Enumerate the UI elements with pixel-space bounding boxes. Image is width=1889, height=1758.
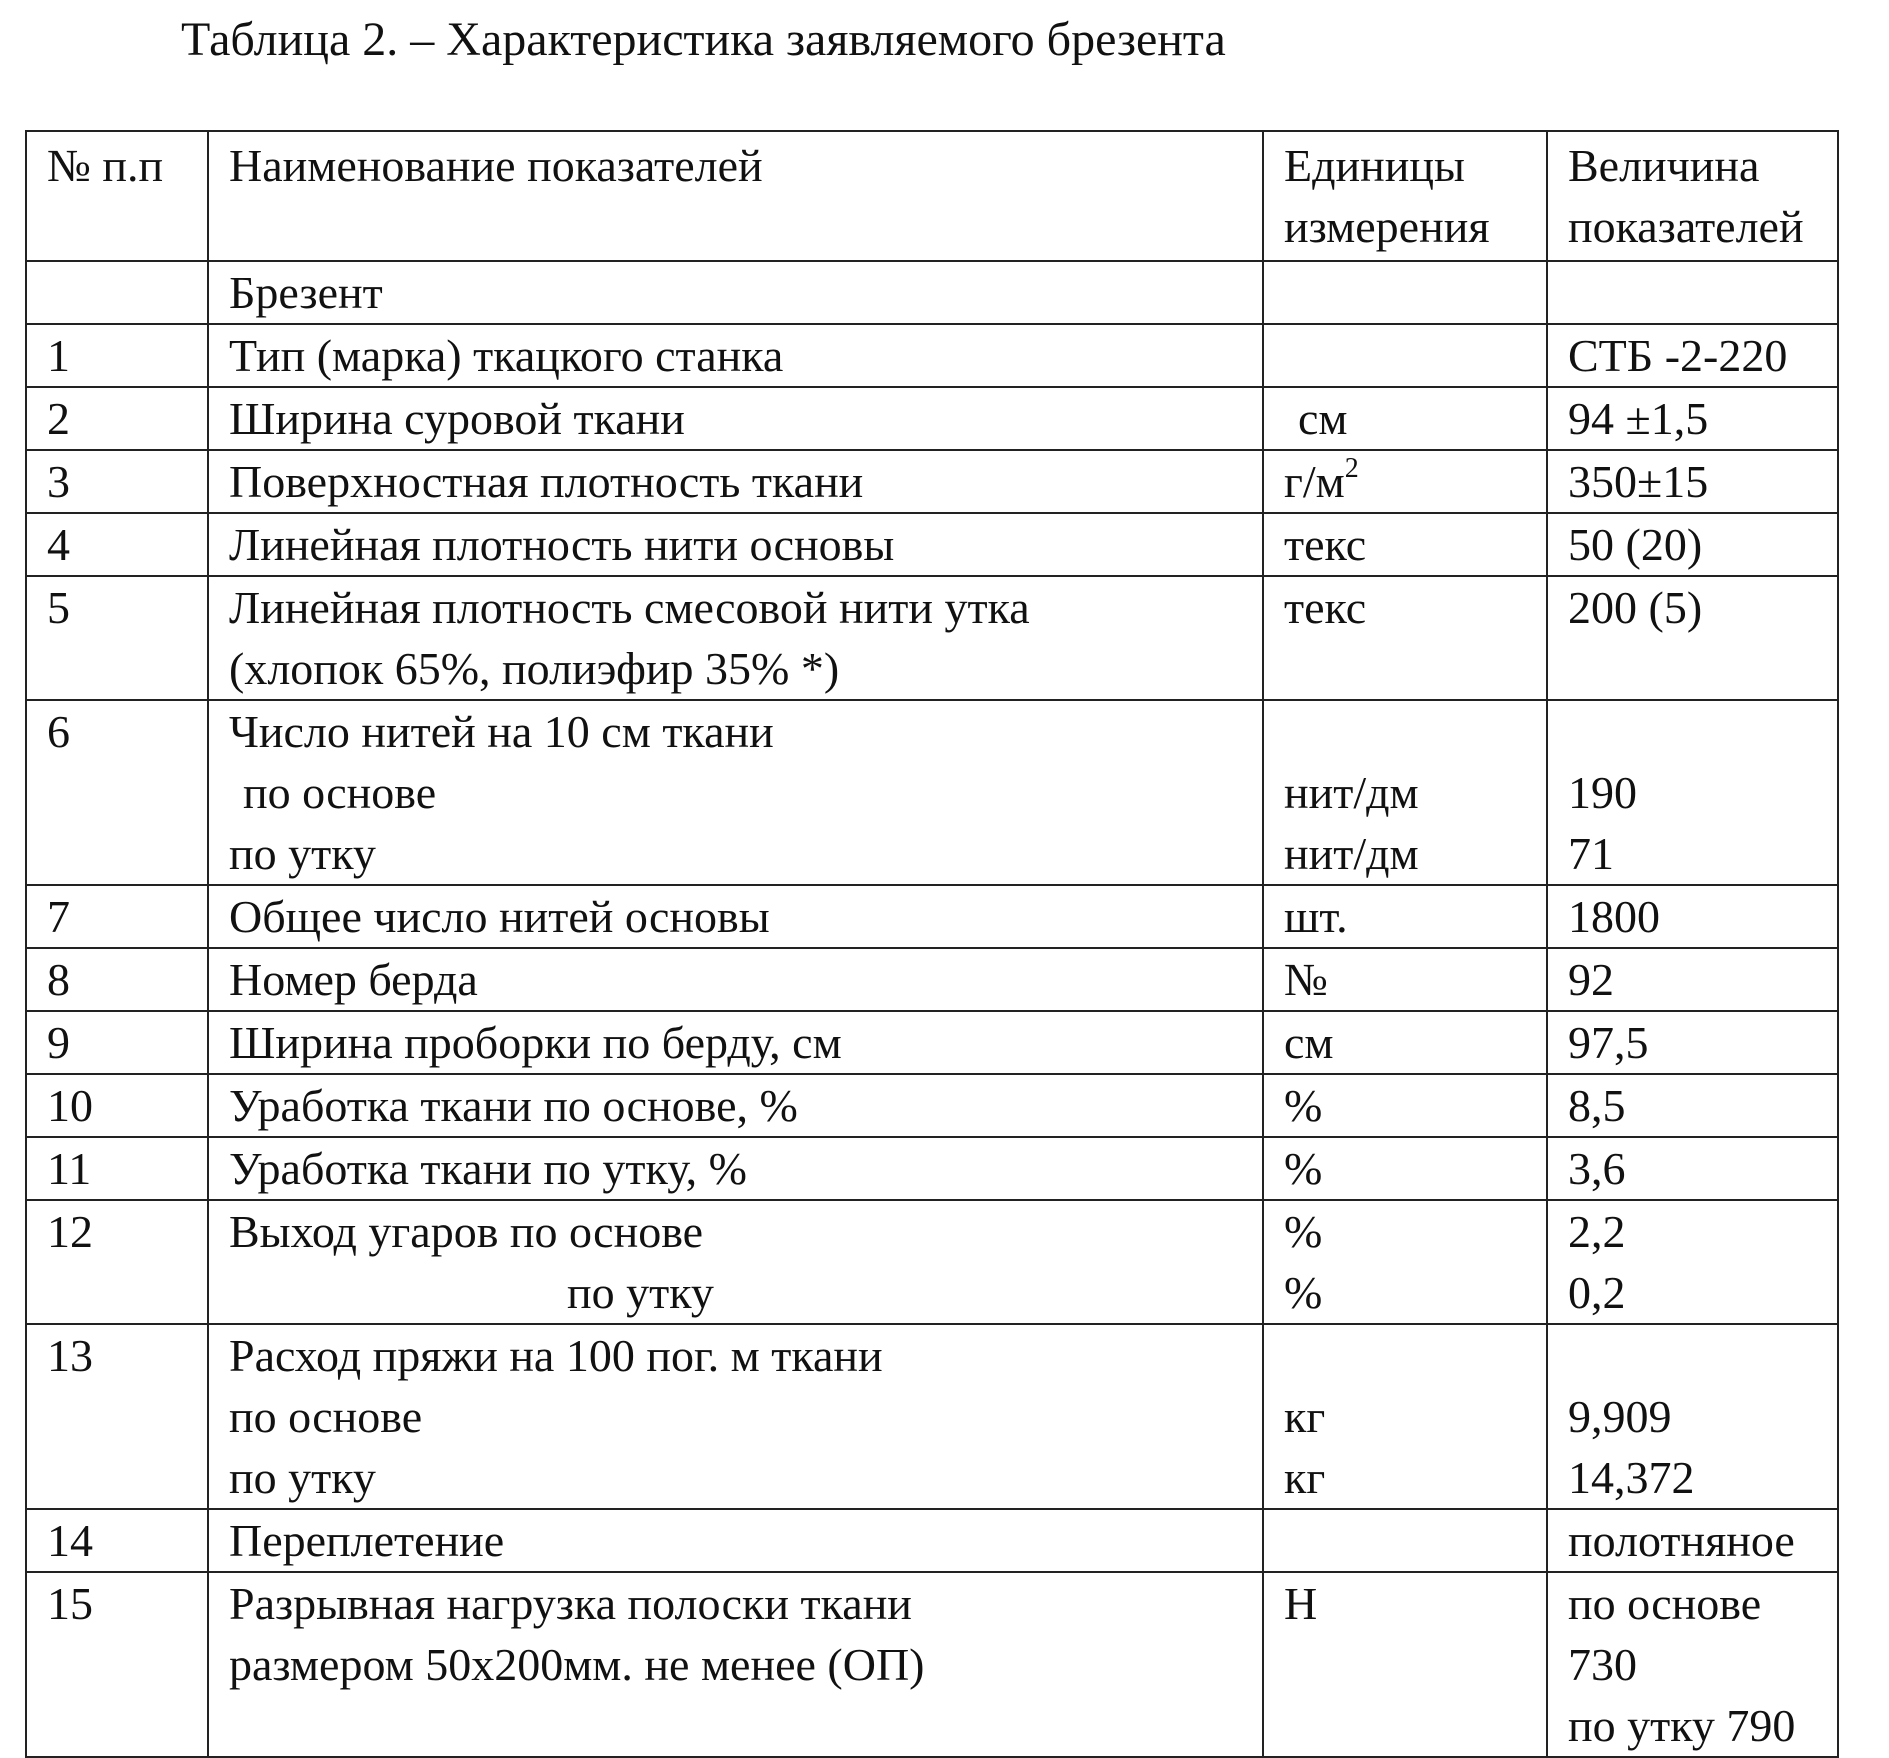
- row-value-line3: 71: [1568, 828, 1614, 879]
- row-unit-superscript: 2: [1344, 452, 1359, 484]
- table-row: [26, 1137, 1838, 1200]
- row-name: Переплетение: [208, 1509, 1263, 1572]
- row-value: СТБ -2-220: [1547, 324, 1838, 387]
- table-row: [26, 1074, 1838, 1137]
- row-name: Уработка ткани по утку, %: [208, 1137, 1263, 1200]
- row-num: 15: [26, 1572, 208, 1757]
- section-unit-cell: [1263, 261, 1547, 324]
- row-name-line3: по утку: [229, 828, 376, 879]
- row-num: 7: [26, 885, 208, 948]
- row-name-line2: (хлопок 65%, полиэфир 35% *): [229, 643, 840, 694]
- row-value-line1: 2,2: [1568, 1206, 1626, 1257]
- row-name-line2: по утку: [567, 1267, 714, 1318]
- row-value: [1547, 1572, 1838, 1757]
- row-unit: текс: [1263, 576, 1547, 700]
- row-name: [208, 1200, 1263, 1324]
- row-value: 50 (20): [1547, 513, 1838, 576]
- row-unit-line3: нит/дм: [1284, 828, 1419, 879]
- row-name-line2: по основе: [243, 767, 437, 818]
- row-unit: [1263, 387, 1547, 450]
- table-row: [26, 1509, 1838, 1572]
- row-name-line3: по утку: [229, 1452, 376, 1503]
- row-unit: [1263, 450, 1547, 513]
- row-unit: %: [1263, 1137, 1547, 1200]
- row-value: полотняное: [1547, 1509, 1838, 1572]
- row-name: Общее число нитей основы: [208, 885, 1263, 948]
- section-num-cell: [26, 261, 208, 324]
- row-value: [1547, 1200, 1838, 1324]
- table-caption: Таблица 2. – Характеристика заявляемого брезента: [181, 13, 1226, 66]
- row-unit-text: см: [1298, 393, 1348, 444]
- row-num: 11: [26, 1137, 208, 1200]
- row-num: 2: [26, 387, 208, 450]
- row-num: 5: [26, 576, 208, 700]
- table-row: [26, 885, 1838, 948]
- row-unit-line2: нит/дм: [1284, 767, 1419, 818]
- row-name: Тип (марка) ткацкого станка: [208, 324, 1263, 387]
- header-value: [1547, 131, 1838, 261]
- row-num: 12: [26, 1200, 208, 1324]
- table-row: [26, 1011, 1838, 1074]
- row-value: 92: [1547, 948, 1838, 1011]
- row-unit-line3: кг: [1284, 1452, 1326, 1503]
- row-num: 8: [26, 948, 208, 1011]
- row-num: 6: [26, 700, 208, 885]
- header-unit-line1: Единицы: [1284, 140, 1465, 191]
- row-unit: текс: [1263, 513, 1547, 576]
- table-row: [26, 1572, 1838, 1757]
- row-unit: [1263, 324, 1547, 387]
- table-row: [26, 700, 1838, 885]
- row-unit-line1: [1284, 701, 1546, 762]
- header-num: № п.п: [26, 131, 208, 261]
- row-unit: [1263, 700, 1547, 885]
- row-value: 1800: [1547, 885, 1838, 948]
- row-num: 13: [26, 1324, 208, 1509]
- row-num: 10: [26, 1074, 208, 1137]
- row-name-line2: размером 50х200мм. не менее (ОП): [229, 1639, 925, 1690]
- row-value: [1547, 1324, 1838, 1509]
- row-unit-base: г/м: [1284, 456, 1345, 507]
- row-name: Ширина суровой ткани: [208, 387, 1263, 450]
- row-value-line1: по основе: [1568, 1578, 1762, 1629]
- row-name: [208, 576, 1263, 700]
- row-name: Линейная плотность нити основы: [208, 513, 1263, 576]
- row-num: 3: [26, 450, 208, 513]
- row-unit: шт.: [1263, 885, 1547, 948]
- row-name: [208, 1324, 1263, 1509]
- row-unit-line2: %: [1284, 1267, 1323, 1318]
- table-row: [26, 387, 1838, 450]
- row-name: [208, 1572, 1263, 1757]
- table-row: [26, 948, 1838, 1011]
- row-unit: см: [1263, 1011, 1547, 1074]
- header-unit: [1263, 131, 1547, 261]
- row-unit: Н: [1263, 1572, 1547, 1757]
- header-value-line1: Величина: [1568, 140, 1760, 191]
- row-value: [1547, 700, 1838, 885]
- row-value-line1: [1568, 1325, 1837, 1386]
- header-value-line2: показателей: [1568, 201, 1804, 252]
- row-value-line2: 190: [1568, 767, 1637, 818]
- header-name: Наименование показателей: [208, 131, 1263, 261]
- row-name-line1: Разрывная нагрузка полоски ткани: [229, 1578, 912, 1629]
- row-name-line1: Линейная плотность смесовой нити утка: [229, 582, 1030, 633]
- row-num: 9: [26, 1011, 208, 1074]
- row-unit-line1: %: [1284, 1206, 1323, 1257]
- row-value: 97,5: [1547, 1011, 1838, 1074]
- table-row: [26, 1324, 1838, 1509]
- row-name: Ширина проборки по берду, см: [208, 1011, 1263, 1074]
- row-unit: [1263, 1200, 1547, 1324]
- row-value-line3: по утку 790: [1568, 1700, 1796, 1751]
- row-value: 350±15: [1547, 450, 1838, 513]
- section-row: [26, 261, 1838, 324]
- row-value-line2: 9,909: [1568, 1391, 1672, 1442]
- row-name-line1: Расход пряжи на 100 пог. м ткани: [229, 1330, 883, 1381]
- row-value: 3,6: [1547, 1137, 1838, 1200]
- row-value: 200 (5): [1547, 576, 1838, 700]
- row-num: 1: [26, 324, 208, 387]
- row-name: [208, 700, 1263, 885]
- row-value: 94 ±1,5: [1547, 387, 1838, 450]
- row-unit-line2: кг: [1284, 1391, 1326, 1442]
- row-unit-line1: [1284, 1325, 1546, 1386]
- row-unit: %: [1263, 1074, 1547, 1137]
- row-value-line2: 0,2: [1568, 1267, 1626, 1318]
- table-row: [26, 1200, 1838, 1324]
- row-unit: №: [1263, 948, 1547, 1011]
- row-value-line2: 730: [1568, 1639, 1637, 1690]
- row-value: 8,5: [1547, 1074, 1838, 1137]
- row-num: 4: [26, 513, 208, 576]
- row-name: Поверхностная плотность ткани: [208, 450, 1263, 513]
- row-name: Уработка ткани по основе, %: [208, 1074, 1263, 1137]
- section-value-cell: [1547, 261, 1838, 324]
- row-unit: [1263, 1324, 1547, 1509]
- table-row: [26, 324, 1838, 387]
- row-name-line1: Число нитей на 10 см ткани: [229, 706, 774, 757]
- header-unit-line2: измерения: [1284, 201, 1490, 252]
- row-name-line1: Выход угаров по основе: [229, 1206, 704, 1257]
- row-value-line1: [1568, 701, 1837, 762]
- row-name-line2: по основе: [229, 1391, 423, 1442]
- row-name: Номер берда: [208, 948, 1263, 1011]
- row-num: 14: [26, 1509, 208, 1572]
- table-row: [26, 513, 1838, 576]
- row-unit: [1263, 1509, 1547, 1572]
- table-row: [26, 576, 1838, 700]
- table-header-row: [26, 131, 1838, 261]
- table-row: [26, 450, 1838, 513]
- row-value-line3: 14,372: [1568, 1452, 1695, 1503]
- characteristics-table: [25, 130, 1839, 1758]
- section-title: Брезент: [208, 261, 1263, 324]
